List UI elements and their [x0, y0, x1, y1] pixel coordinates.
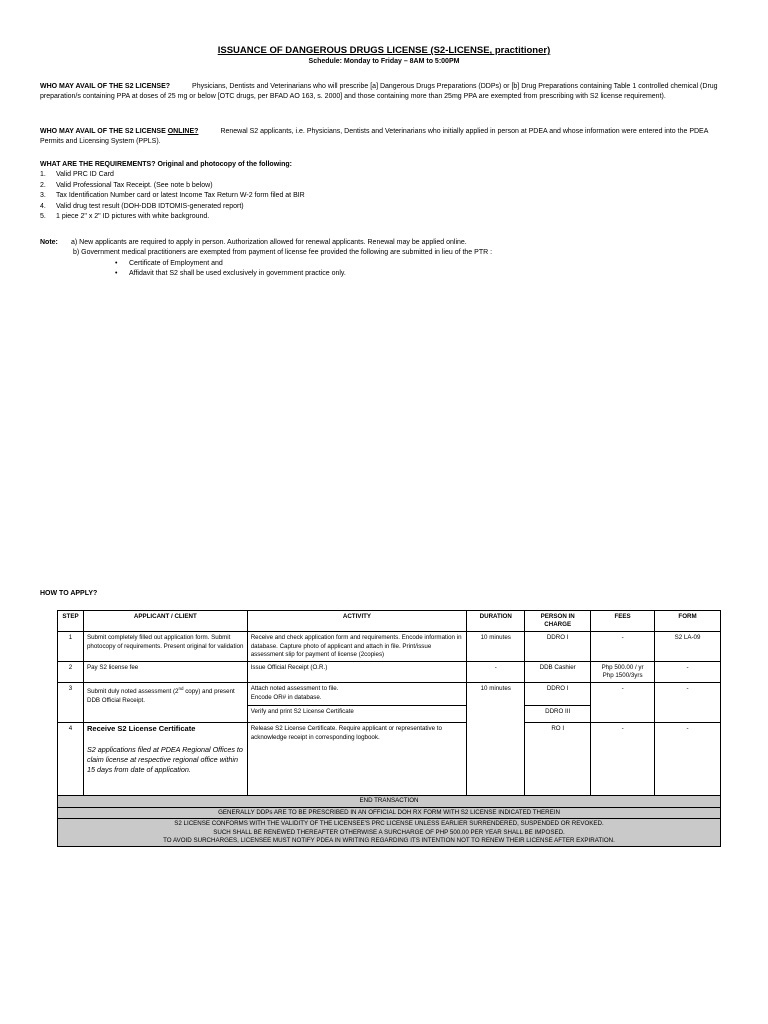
list-item: • Affidavit that S2 shall be used exclusively in government practice only. — [129, 269, 730, 279]
footer-line: TO AVOID SURCHARGES, LICENSEE MUST NOTIFY PDEA IN WRITING REGARDING ITS INTENTION NOT TO RENEW THEIR LICENSE AFTER EXPIRATION. — [163, 837, 615, 845]
person-cell: DDB Cashier — [525, 662, 591, 683]
list-item — [40, 181, 720, 191]
header-applicant: APPLICANT / CLIENT — [83, 611, 247, 632]
activity-cell: Issue Official Receipt (O.R.) — [247, 662, 467, 683]
note-b: b) Government medical practitioners are exempted from payment of license fee provided the following are submitted in lieu of the PTR : — [73, 249, 493, 257]
list-text: 1 piece 2" x 2" ID pictures with white background. — [56, 213, 210, 221]
who-may-avail-question: WHO MAY AVAIL OF THE S2 LICENSE? — [40, 83, 171, 90]
applicant-title: Receive S2 License Certificate — [86, 724, 196, 734]
who-may-avail-section — [40, 82, 720, 103]
note-section — [40, 238, 730, 280]
form-cell: - — [655, 723, 721, 796]
table-header-row — [58, 611, 721, 632]
table-row — [58, 662, 721, 683]
list-text: Tax Identification Number card or latest Income Tax Return W-2 form filed at BIR — [56, 192, 305, 200]
end-transaction: END TRANSACTION — [58, 796, 721, 807]
table-row — [58, 683, 721, 706]
footer-note — [58, 819, 721, 847]
fees-cell: - — [591, 683, 655, 723]
table-footer-row — [58, 807, 721, 818]
list-number: 3. — [40, 192, 46, 200]
table-footer-row — [58, 819, 721, 847]
superscript: nd — [178, 686, 184, 692]
form-cell: - — [655, 662, 721, 683]
header-duration: DURATION — [467, 611, 525, 632]
note-label: Note: — [40, 239, 58, 246]
requirements-list — [40, 170, 720, 222]
who-may-avail-answer: Physicians, Dentists and Veterinarians who will prescribe [a] Dangerous Drugs Preparations (DDPs) or [b] Drug Preparations containing Table 1 controlled chemical (Drug preparation/s containing PPA at doses of 25 mg or below [OTC drugs, per BFAD AO 163, s. 2000] and those containing more than 25mg PPA are exempted from prescribing with S2 license requirement). — [40, 83, 718, 101]
person-cell: RO I — [525, 723, 591, 796]
step-cell: 3 — [58, 683, 84, 723]
list-number: 5. — [40, 213, 46, 221]
note-a: a) New applicants are required to apply in person. Authorization allowed for renewal applicants. Renewal may be applied online. — [71, 239, 467, 246]
requirements-section — [40, 160, 720, 222]
applicant-cell: Pay S2 license fee — [83, 662, 247, 683]
duration-cell: 10 minutes — [467, 683, 525, 796]
duration-cell: - — [467, 662, 525, 683]
activity-cell: Attach noted assessment to file. Encode OR# in database. — [247, 683, 467, 706]
table-row — [58, 723, 721, 796]
step-cell: 2 — [58, 662, 84, 683]
footer-line: SUCH SHALL BE RENEWED THEREAFTER OTHERWISE A SURCHARGE OF PHP 500.00 PER YEAR SHALL BE IMPOSED. — [213, 828, 565, 836]
applicant-cell — [83, 683, 247, 723]
procedure-table — [57, 610, 721, 847]
who-may-avail-online-section — [40, 127, 720, 148]
footer-note: GENERALLY DDPs ARE TO BE PRESCRIBED IN AN OFFICIAL DOH RX FORM WITH S2 LICENSE INDICATED THEREIN — [58, 807, 721, 818]
activity-cell: Receive and check application form and requirements. Encode information in database. Capture photo of applicant and attach in file. Print/issue assessment slip for payment of license (2copies) — [247, 632, 467, 662]
online-question-underlined: ONLINE? — [167, 128, 199, 135]
list-item — [40, 202, 720, 212]
applicant-cell: Submit completely filled out application form. Submit photocopy of requirements. Present original for validation — [83, 632, 247, 662]
footer-line: S2 LICENSE CONFORMS WITH THE VALIDITY OF THE LICENSEE'S PRC LICENSE UNLESS EARLIER SURRENDERED, SUSPENDED OR REVOKED. — [174, 820, 604, 828]
header-person: PERSON IN CHARGE — [525, 611, 591, 632]
list-text: Valid Professional Tax Receipt. (See note b below) — [56, 181, 213, 189]
list-text: Valid drug test result (DOH-DDB IDTOMIS-generated report) — [56, 202, 244, 210]
fees-cell: Php 500.00 / yr Php 1500/3yrs — [591, 662, 655, 683]
requirements-heading: WHAT ARE THE REQUIREMENTS? Original and photocopy of the following: — [40, 161, 292, 168]
document-title: ISSUANCE OF DANGEROUS DRUGS LICENSE (S2-LICENSE, practitioner) — [217, 45, 551, 56]
table-footer-row — [58, 796, 721, 807]
fees-cell: - — [591, 723, 655, 796]
activity-cell: Release S2 License Certificate. Require applicant or representative to acknowledge receipt in corresponding logbook. — [247, 723, 467, 796]
applicant-note: S2 applications filed at PDEA Regional Offices to claim license at respective regional office within 15 days from date of application. — [86, 744, 243, 774]
person-cell: DDRO I — [525, 683, 591, 706]
duration-cell: 10 minutes — [467, 632, 525, 662]
note-bullets — [40, 259, 730, 280]
list-text: Valid PRC ID Card — [56, 171, 114, 179]
header-fees: FEES — [591, 611, 655, 632]
list-number: 2. — [40, 181, 46, 189]
activity-cell: Verify and print S2 License Certificate — [247, 706, 467, 723]
schedule-line: Schedule: Monday to Friday – 8AM to 5:00PM — [308, 58, 460, 65]
header-activity: ACTIVITY — [247, 611, 467, 632]
list-item — [40, 212, 720, 222]
form-cell: S2 LA-09 — [655, 632, 721, 662]
table-row — [58, 632, 721, 662]
form-cell: - — [655, 683, 721, 723]
applicant-text: Submit duly noted assessment (2 — [86, 688, 179, 696]
list-item — [40, 170, 720, 180]
header-form: FORM — [655, 611, 721, 632]
fees-cell: - — [591, 632, 655, 662]
person-cell: DDRO I — [525, 632, 591, 662]
list-item: • Certificate of Employment and — [129, 259, 730, 269]
online-question-prefix: WHO MAY AVAIL OF THE S2 LICENSE — [40, 128, 168, 135]
header-step: STEP — [58, 611, 84, 632]
list-number: 4. — [40, 202, 46, 210]
applicant-cell — [83, 723, 247, 796]
how-to-apply-heading: HOW TO APPLY? — [40, 590, 98, 597]
step-cell: 4 — [58, 723, 84, 796]
who-may-avail-online-answer: Renewal S2 applicants, i.e. Physicians, Dentists and Veterinarians who initially applied in person at PDEA and whose information were entered into the PDEA Permits and Licensing System (PPLS). — [40, 128, 708, 146]
applicant-text: copy) and present DDB Official Receipt. — [86, 688, 235, 704]
person-cell: DDRO III — [525, 706, 591, 723]
step-cell: 1 — [58, 632, 84, 662]
list-item — [40, 191, 720, 201]
list-number: 1. — [40, 171, 46, 179]
